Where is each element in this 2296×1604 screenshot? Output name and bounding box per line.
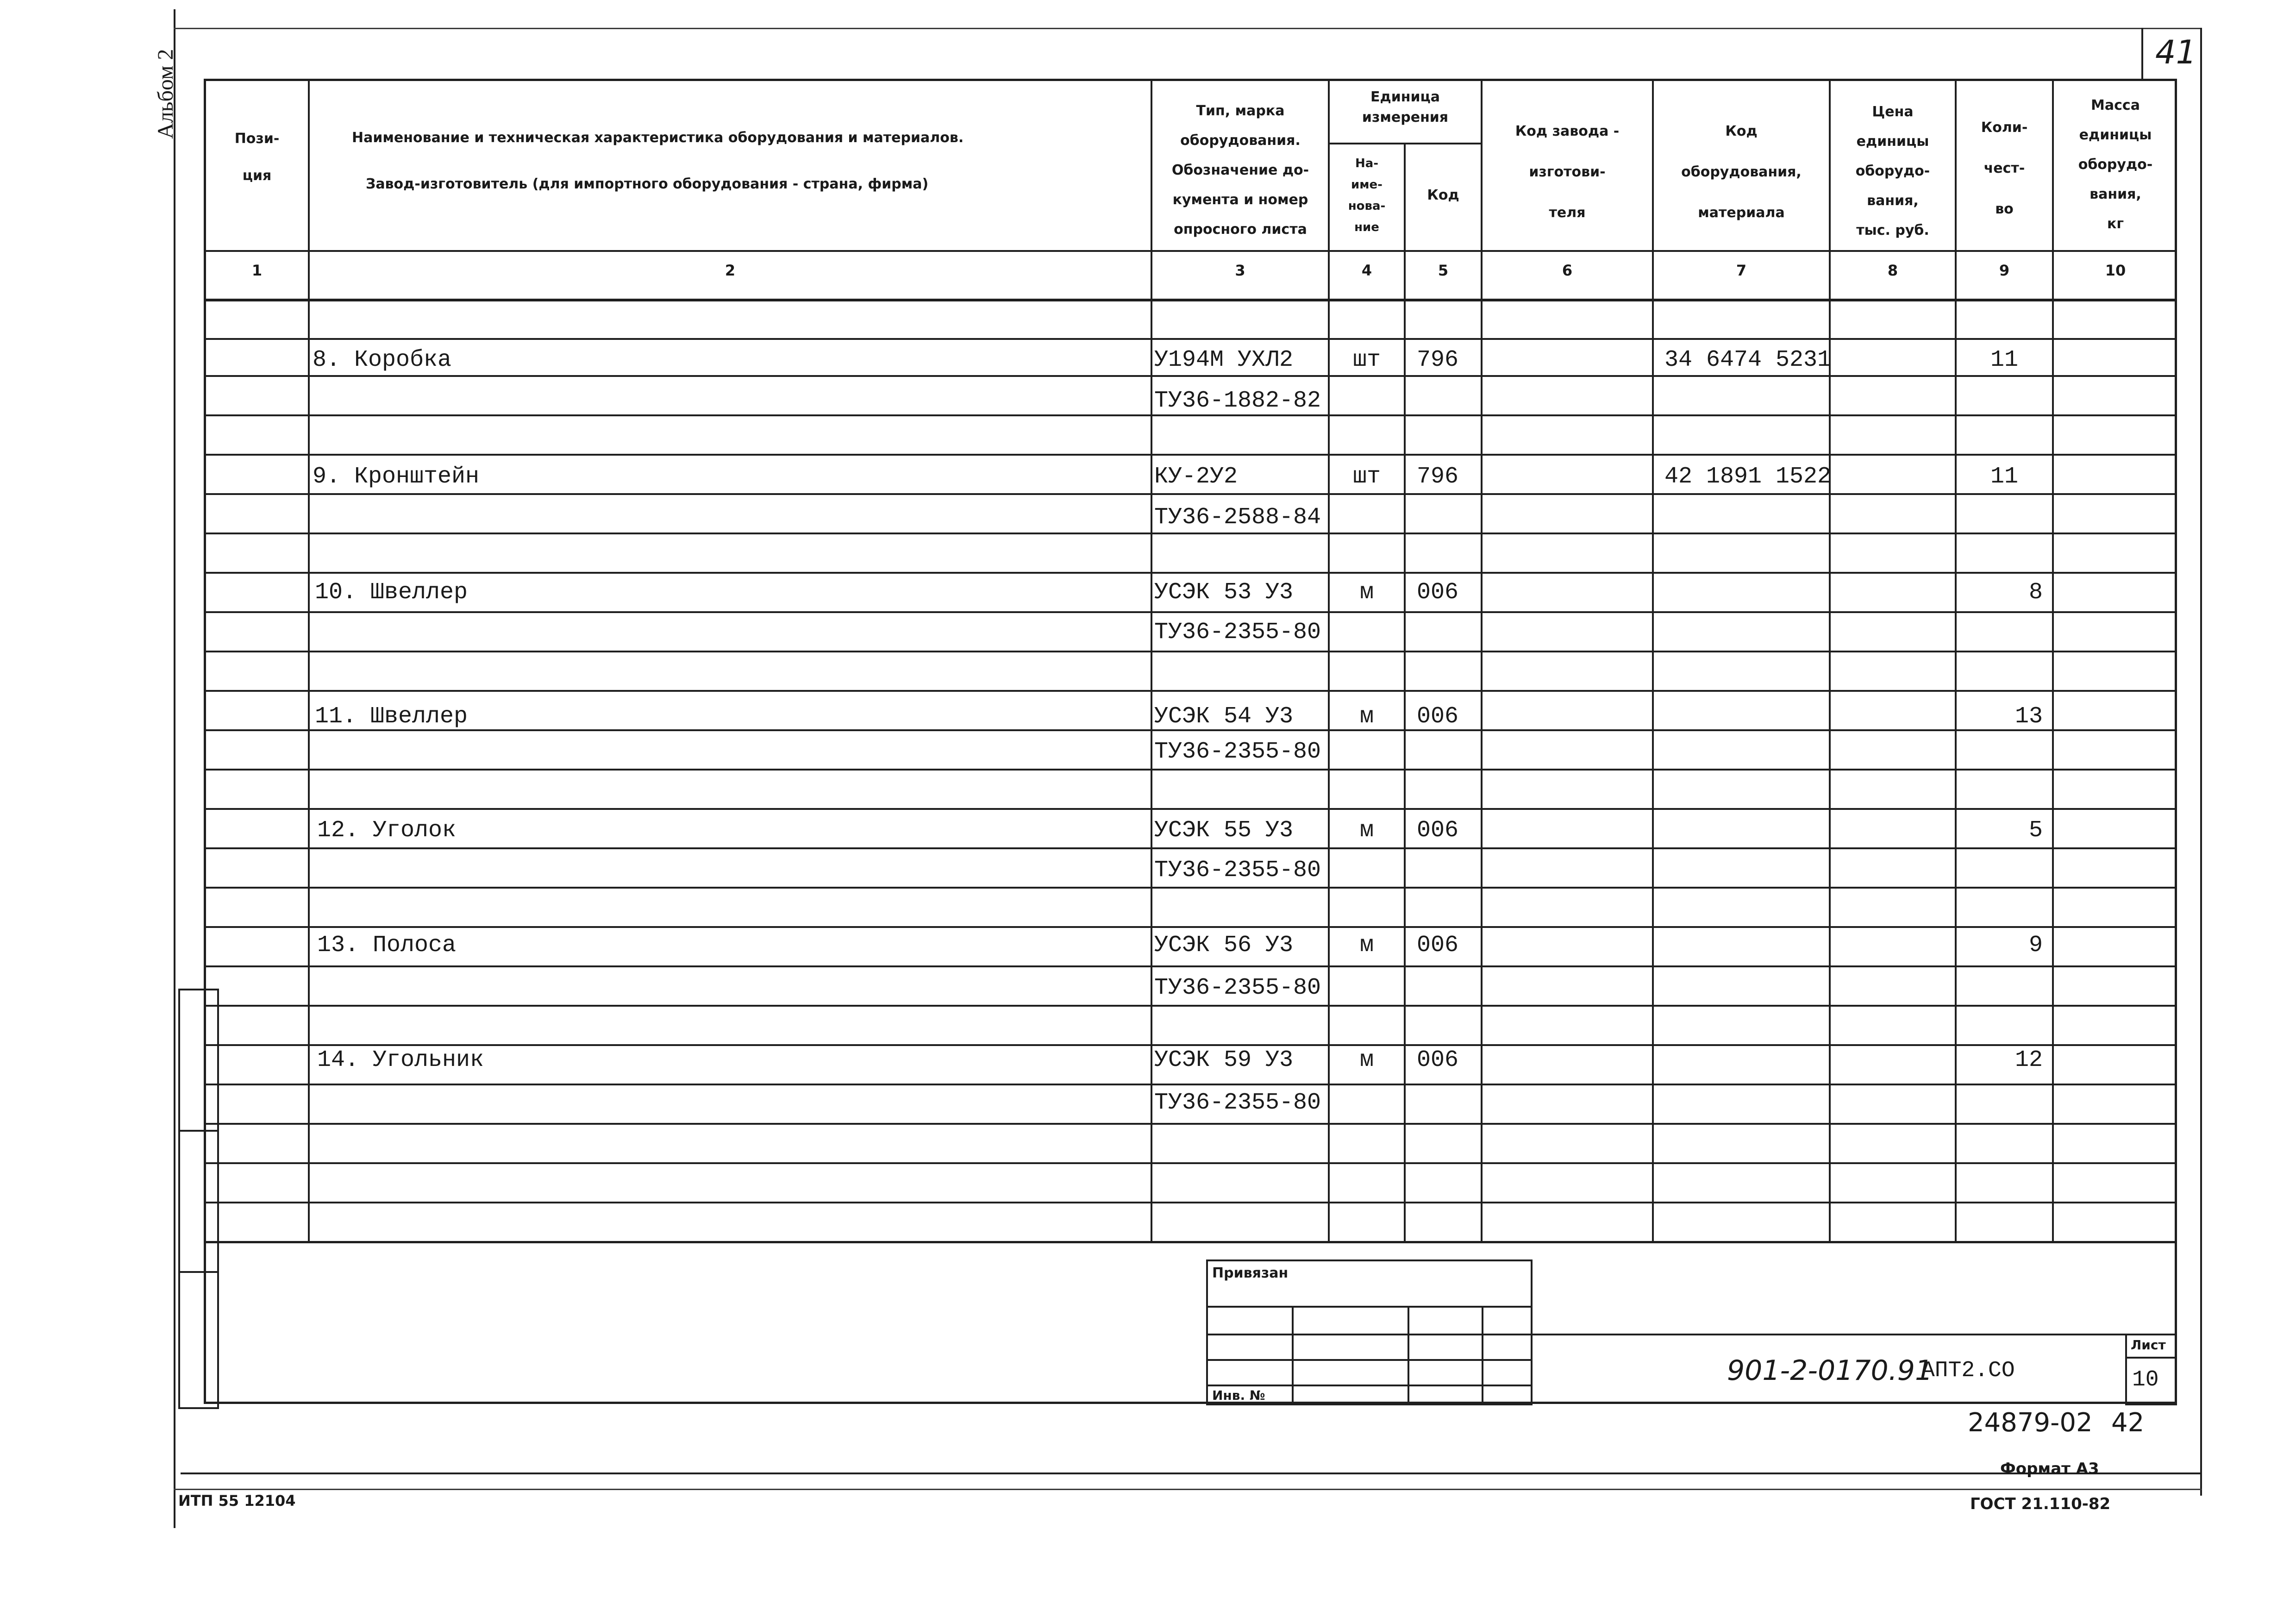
- stamp-line: [1206, 1334, 1533, 1335]
- header-quantity: [1957, 107, 2052, 230]
- format-label: Формат А3: [2000, 1460, 2099, 1478]
- item-unit-code: 006: [1417, 932, 1459, 959]
- column-number-divider: [204, 299, 2177, 301]
- gost-label: ГОСТ 21.110-82: [1970, 1495, 2111, 1513]
- row-line: [204, 375, 2177, 377]
- header-mass-line: оборудо-: [2078, 157, 2153, 173]
- column-number: 10: [2105, 262, 2126, 279]
- row-line: [204, 690, 2177, 692]
- item-type: УСЭК 56 У3: [1154, 932, 1294, 959]
- header-price-line: Цена: [1872, 104, 1914, 120]
- item-quantity: 11: [1990, 464, 2018, 490]
- stamp-line: [1206, 1306, 1533, 1308]
- top-margin-line: [174, 28, 2202, 29]
- row-line: [204, 1202, 2177, 1203]
- item-name: 14. Угольник: [317, 1047, 484, 1073]
- row-line: [204, 769, 2177, 771]
- header-type-line: опросного листа: [1174, 221, 1307, 238]
- stamp-line: [1206, 1359, 1533, 1361]
- column-number: 8: [1887, 262, 1898, 279]
- row-line: [204, 572, 2177, 574]
- item-doc: ТУ36-1882-82: [1154, 388, 1321, 414]
- item-type: УСЭК 59 У3: [1154, 1047, 1294, 1073]
- item-unit: шт: [1352, 464, 1381, 490]
- item-unit-code: 006: [1417, 579, 1459, 606]
- item-quantity: 11: [1990, 347, 2018, 373]
- album-label: Альбом 2: [153, 49, 178, 139]
- stamp-bound-label: Привязан: [1212, 1265, 1289, 1281]
- column-number: 1: [251, 262, 263, 279]
- col-line-4: [1404, 143, 1406, 1241]
- col-line-9: [2052, 79, 2054, 1241]
- binding-stamp: [1206, 1259, 1533, 1405]
- header-mass: [2054, 91, 2177, 239]
- item-unit-code: 006: [1417, 1047, 1459, 1073]
- header-quantity-line: Коли-: [1981, 119, 2028, 136]
- row-line: [204, 651, 2177, 652]
- header-mass-line: кг: [2107, 216, 2124, 232]
- row-line: [204, 1005, 2177, 1007]
- document-code-handwritten: 901-2-0170.91: [1727, 1354, 1933, 1387]
- header-unit-group-line: Единица: [1370, 89, 1440, 105]
- table-body-bottom: [204, 1241, 2177, 1243]
- row-line: [204, 887, 2177, 889]
- header-unit-code: Код: [1427, 187, 1459, 203]
- item-doc: ТУ36-2588-84: [1154, 504, 1321, 531]
- header-plant-code-line: теля: [1549, 205, 1586, 221]
- header-type-line: Обозначение до-: [1171, 162, 1309, 178]
- header-quantity-line: во: [1995, 201, 2014, 217]
- header-name-line: Наименование и техническая характеристика оборудования и материалов.: [352, 130, 964, 146]
- row-line: [204, 926, 2177, 928]
- item-unit-code: 006: [1417, 703, 1459, 730]
- row-line: [204, 1044, 2177, 1046]
- item-unit: м: [1359, 1047, 1374, 1073]
- item-quantity: 8: [2028, 579, 2043, 606]
- printer-code: ИТП 55 12104: [178, 1492, 296, 1510]
- sheet-number: 10: [2132, 1367, 2159, 1392]
- header-quantity-line: чест-: [1983, 160, 2025, 176]
- header-unit-name: [1330, 153, 1404, 238]
- archive-page: 42: [2111, 1408, 2145, 1438]
- item-unit: шт: [1352, 347, 1381, 373]
- item-name: 8. Коробка: [313, 347, 452, 373]
- sheet-mark: 41: [2155, 33, 2197, 71]
- column-number: 7: [1736, 262, 1747, 279]
- row-line: [204, 454, 2177, 456]
- item-name: 9. Кронштейн: [313, 464, 480, 490]
- item-type: У194М УХЛ2: [1154, 347, 1294, 373]
- col-line-1: [308, 79, 310, 1241]
- item-equipment-code: 42 1891 1522: [1664, 464, 1832, 490]
- item-unit: м: [1359, 932, 1374, 959]
- item-type: УСЭК 53 У3: [1154, 579, 1294, 606]
- item-quantity: 12: [2014, 1047, 2043, 1073]
- item-name: 10. Швеллер: [315, 579, 468, 606]
- header-equipment-code-line: материала: [1698, 205, 1785, 221]
- column-number: 6: [1562, 262, 1573, 279]
- item-unit: м: [1359, 579, 1374, 606]
- stamp-col-line: [1408, 1306, 1409, 1405]
- row-line: [204, 965, 2177, 967]
- col-line-2: [1151, 79, 1152, 1241]
- archive-number: 24879-02: [1968, 1408, 2093, 1438]
- row-line: [204, 1123, 2177, 1125]
- header-mass-line: вания,: [2090, 186, 2141, 202]
- header-price: [1831, 97, 1955, 245]
- item-type: КУ-2У2: [1154, 464, 1238, 490]
- header-price-line: тыс. руб.: [1856, 222, 1929, 238]
- row-line: [204, 611, 2177, 613]
- col-line-6: [1652, 79, 1654, 1241]
- item-unit: м: [1359, 817, 1374, 844]
- header-price-line: единицы: [1856, 133, 1929, 150]
- stamp-col-line: [1482, 1306, 1483, 1405]
- header-plant-code: [1483, 111, 1652, 233]
- header-type-line: оборудования.: [1180, 132, 1301, 149]
- item-quantity: 13: [2014, 703, 2043, 730]
- header-position-line: Пози-: [234, 131, 280, 147]
- header-name-line: Завод-изготовитель (для импортного оборудования - страна, фирма): [366, 176, 929, 192]
- header-equipment-code-line: оборудования,: [1681, 164, 1802, 180]
- item-type: УСЭК 54 У3: [1154, 703, 1294, 730]
- left-margin-line: [174, 9, 175, 1528]
- row-line: [204, 338, 2177, 340]
- header-plant-code-line: Код завода -: [1515, 123, 1620, 139]
- item-name: 11. Швеллер: [315, 703, 468, 730]
- stamp-inventory-label: Инв. №: [1212, 1388, 1265, 1403]
- column-number: 3: [1235, 262, 1245, 279]
- header-position-line: ция: [242, 168, 272, 184]
- header-price-line: вания,: [1867, 193, 1919, 209]
- header-unit-name-line: На-: [1355, 157, 1379, 170]
- item-unit-code: 796: [1417, 464, 1459, 490]
- title-block-line: [1533, 1334, 2177, 1335]
- item-unit-code: 796: [1417, 347, 1459, 373]
- col-line-5: [1481, 79, 1483, 1241]
- header-divider: [204, 250, 2177, 252]
- header-plant-code-line: изготови-: [1529, 164, 1606, 180]
- item-unit-code: 006: [1417, 817, 1459, 844]
- header-unit-name-line: нова-: [1348, 199, 1386, 213]
- header-position: [206, 120, 308, 194]
- header-mass-line: единицы: [2079, 127, 2152, 143]
- item-doc: ТУ36-2355-80: [1154, 975, 1321, 1001]
- sheet-label: Лист: [2131, 1337, 2166, 1353]
- item-type: УСЭК 55 У3: [1154, 817, 1294, 844]
- item-doc: ТУ36-2355-80: [1154, 857, 1321, 883]
- stamp-line: [1206, 1385, 1533, 1386]
- header-type-line: кумента и номер: [1172, 192, 1308, 208]
- header-equipment-code: [1654, 111, 1829, 233]
- row-line: [204, 808, 2177, 810]
- col-line-7: [1829, 79, 1831, 1241]
- item-unit: м: [1359, 703, 1374, 730]
- sheet-box-divider: [2125, 1357, 2177, 1359]
- column-number: 9: [1999, 262, 2010, 279]
- column-number: 4: [1361, 262, 1372, 279]
- header-unit-group-line: измерения: [1362, 109, 1449, 125]
- header-mass-line: Масса: [2091, 97, 2140, 113]
- footer-line: [174, 1489, 2202, 1490]
- header-unit-name-line: име-: [1351, 178, 1383, 192]
- header-type: [1153, 96, 1328, 244]
- document-code: АПТ2.СО: [1921, 1358, 2015, 1383]
- item-quantity: 5: [2028, 817, 2043, 844]
- column-number: 5: [1438, 262, 1449, 279]
- row-line: [204, 1162, 2177, 1164]
- item-equipment-code: 34 6474 5231: [1664, 347, 1832, 373]
- stamp-col-line: [1292, 1306, 1294, 1405]
- header-price-line: оборудо-: [1855, 163, 1930, 179]
- column-number: 2: [725, 262, 736, 279]
- item-quantity: 9: [2028, 932, 2043, 959]
- header-type-line: Тип, марка: [1196, 103, 1285, 119]
- header-name: [324, 115, 1139, 207]
- item-name: 13. Полоса: [317, 932, 457, 959]
- header-equipment-code-line: Код: [1725, 123, 1758, 139]
- item-doc: ТУ36-2355-80: [1154, 739, 1321, 765]
- item-doc: ТУ36-2355-80: [1154, 1090, 1321, 1116]
- item-name: 12. Уголок: [317, 817, 457, 844]
- row-line: [204, 847, 2177, 849]
- item-doc: ТУ36-2355-80: [1154, 619, 1321, 645]
- row-line: [204, 533, 2177, 534]
- bottom-frame-line: [181, 1472, 2202, 1474]
- sheet-mark-box: [2141, 28, 2143, 79]
- row-line: [204, 1084, 2177, 1085]
- row-line: [204, 493, 2177, 495]
- right-frame-line: [2200, 28, 2202, 1496]
- header-unit-name-line: ние: [1354, 220, 1379, 234]
- header-unit-group: [1330, 87, 1481, 128]
